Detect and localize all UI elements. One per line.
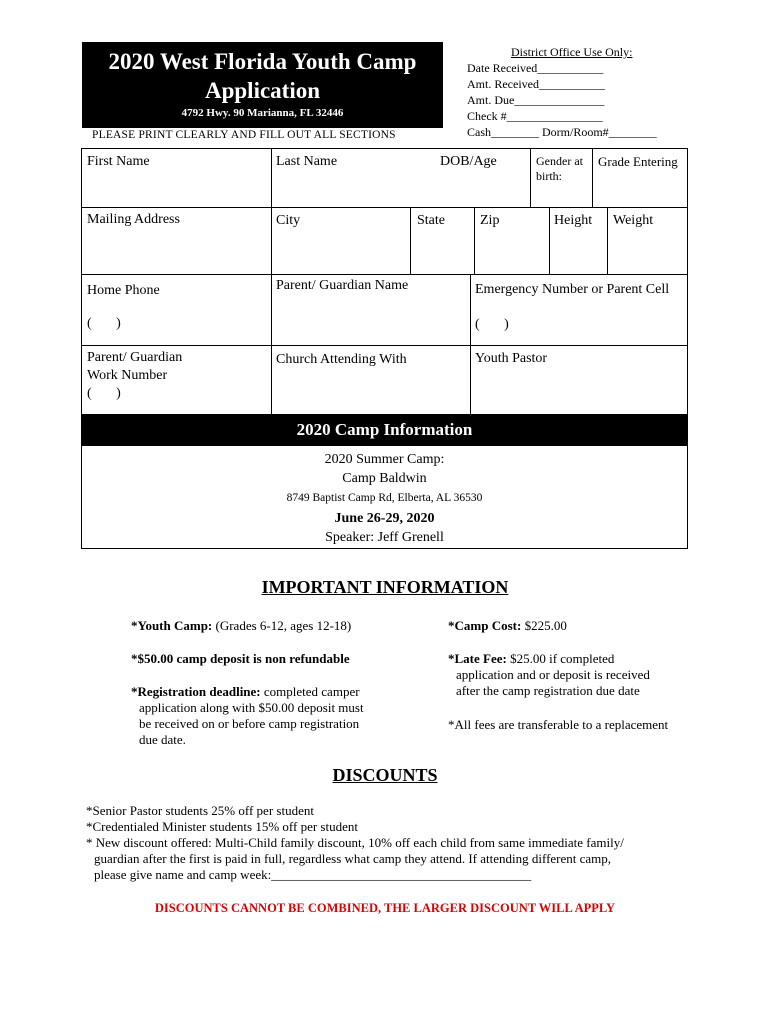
guardian-work-label-line-1: Parent/ Guardian: [87, 350, 183, 365]
camp-dates: June 26-29, 2020: [334, 511, 435, 526]
office-use-heading: District Office Use Only:: [511, 45, 633, 59]
discounts-heading: DISCOUNTS: [332, 765, 438, 785]
home-phone-label: Home Phone: [87, 283, 160, 298]
city-label: City: [276, 213, 301, 228]
discount-senior-pastor: *Senior Pastor students 25% off per student: [86, 803, 314, 818]
last-name-field[interactable]: [271, 148, 531, 208]
first-name-label: First Name: [87, 154, 150, 169]
emergency-area-code: ( ): [475, 317, 509, 332]
camp-info-box: [81, 445, 688, 549]
gender-field[interactable]: [530, 148, 593, 208]
office-check-number: Check #________________: [467, 109, 603, 123]
camp-address: 8749 Baptist Camp Rd, Elberta, AL 36530: [286, 492, 483, 504]
late-fee-line-2: application and or deposit is received: [456, 667, 650, 682]
office-use-box: [467, 44, 657, 140]
emergency-number-label: Emergency Number or Parent Cell: [475, 282, 670, 297]
deposit-info: *$50.00 camp deposit is non refundable: [131, 651, 350, 666]
office-date-received: Date Received___________: [467, 61, 604, 75]
camp-info-heading: 2020 Camp Information: [81, 415, 688, 445]
discount-credentialed-minister: *Credentialed Minister students 15% off per student: [86, 819, 358, 834]
youth-camp-value: (Grades 6-12, ages 12-18): [212, 618, 352, 633]
mailing-address-label: Mailing Address: [87, 212, 180, 227]
camp-name: Camp Baldwin: [342, 471, 427, 486]
deadline-line-3: be received on or before camp registration: [139, 716, 360, 731]
height-label: Height: [554, 213, 593, 228]
title-banner: [82, 42, 443, 128]
print-instruction: PLEASE PRINT CLEARLY AND FILL OUT ALL SECTIONS: [92, 129, 396, 141]
deadline-label: *Registration deadline:: [131, 684, 261, 699]
youth-pastor-label: Youth Pastor: [475, 351, 548, 366]
deadline-info: [131, 684, 364, 748]
deadline-line-4: due date.: [139, 732, 186, 747]
gender-label-line-2: birth:: [536, 169, 562, 183]
camp-cost-value: $225.00: [521, 618, 567, 633]
late-fee-info: [448, 651, 650, 699]
home-phone-field[interactable]: [81, 274, 272, 346]
guardian-name-label: Parent/ Guardian Name: [276, 278, 409, 293]
height-field[interactable]: [549, 207, 608, 275]
discount-multi-child-cont: guardian after the first is paid in full, regardless what camp they attend. If attending different camp,: [94, 851, 612, 866]
last-name-label: Last Name: [276, 154, 338, 169]
city-field[interactable]: [271, 207, 411, 275]
office-amount-due: Amt. Due_______________: [467, 93, 605, 107]
title-line-1: 2020 West Florida Youth Camp: [108, 49, 417, 74]
zip-label: Zip: [480, 213, 500, 228]
discount-multi-child: * New discount offered: Multi-Child family discount, 10% off each child from same immediate family/: [86, 835, 624, 850]
weight-field[interactable]: [607, 207, 688, 275]
late-fee-line-1: $25.00 if completed: [506, 651, 615, 666]
youth-pastor-field[interactable]: [470, 345, 688, 415]
discount-warning: DISCOUNTS CANNOT BE COMBINED, THE LARGER DISCOUNT WILL APPLY: [154, 901, 616, 915]
church-field[interactable]: [271, 345, 471, 415]
camp-speaker: Speaker: Jeff Grenell: [325, 530, 444, 545]
office-amount-received: Amt. Received___________: [467, 77, 605, 91]
state-label: State: [417, 213, 445, 228]
emergency-number-field[interactable]: [470, 274, 688, 346]
mailing-address-field[interactable]: [81, 207, 272, 275]
church-label: Church Attending With: [276, 352, 407, 367]
youth-camp-info: [131, 618, 351, 634]
office-cash-dorm: Cash________ Dorm/Room#________: [467, 125, 657, 139]
camp-cost-info: [448, 618, 567, 634]
discount-camp-week-line[interactable]: please give name and camp week:________________________________________: [94, 867, 532, 882]
youth-camp-label: *Youth Camp:: [131, 618, 213, 633]
first-name-field[interactable]: [81, 148, 272, 208]
zip-field[interactable]: [474, 207, 550, 275]
guardian-name-field[interactable]: [271, 274, 471, 346]
title-line-2: Application: [204, 78, 321, 103]
guardian-work-number-field[interactable]: [81, 345, 272, 415]
guardian-work-area-code: ( ): [87, 386, 121, 401]
late-fee-label: *Late Fee:: [448, 651, 507, 666]
org-address: 4792 Hwy. 90 Marianna, FL 32446: [181, 107, 344, 119]
grade-entering-label: Grade Entering: [598, 154, 678, 169]
late-fee-line-3: after the camp registration due date: [456, 683, 640, 698]
transfer-info: *All fees are transferable to a replacement: [448, 717, 669, 732]
dob-age-label: DOB/Age: [440, 154, 497, 169]
weight-label: Weight: [613, 213, 654, 228]
deadline-line-2: application along with $50.00 deposit must: [139, 700, 364, 715]
gender-label-line-1: Gender at: [536, 154, 583, 168]
home-phone-area-code: ( ): [87, 316, 121, 331]
deadline-line-1: completed camper: [260, 684, 360, 699]
discounts-list: [86, 803, 624, 883]
guardian-work-label-line-2: Work Number: [87, 368, 168, 383]
grade-entering-field[interactable]: [592, 148, 688, 208]
important-info-heading: IMPORTANT INFORMATION: [261, 577, 509, 597]
camp-cost-label: *Camp Cost:: [448, 618, 522, 633]
state-field[interactable]: [410, 207, 475, 275]
camp-line-1: 2020 Summer Camp:: [324, 452, 445, 467]
